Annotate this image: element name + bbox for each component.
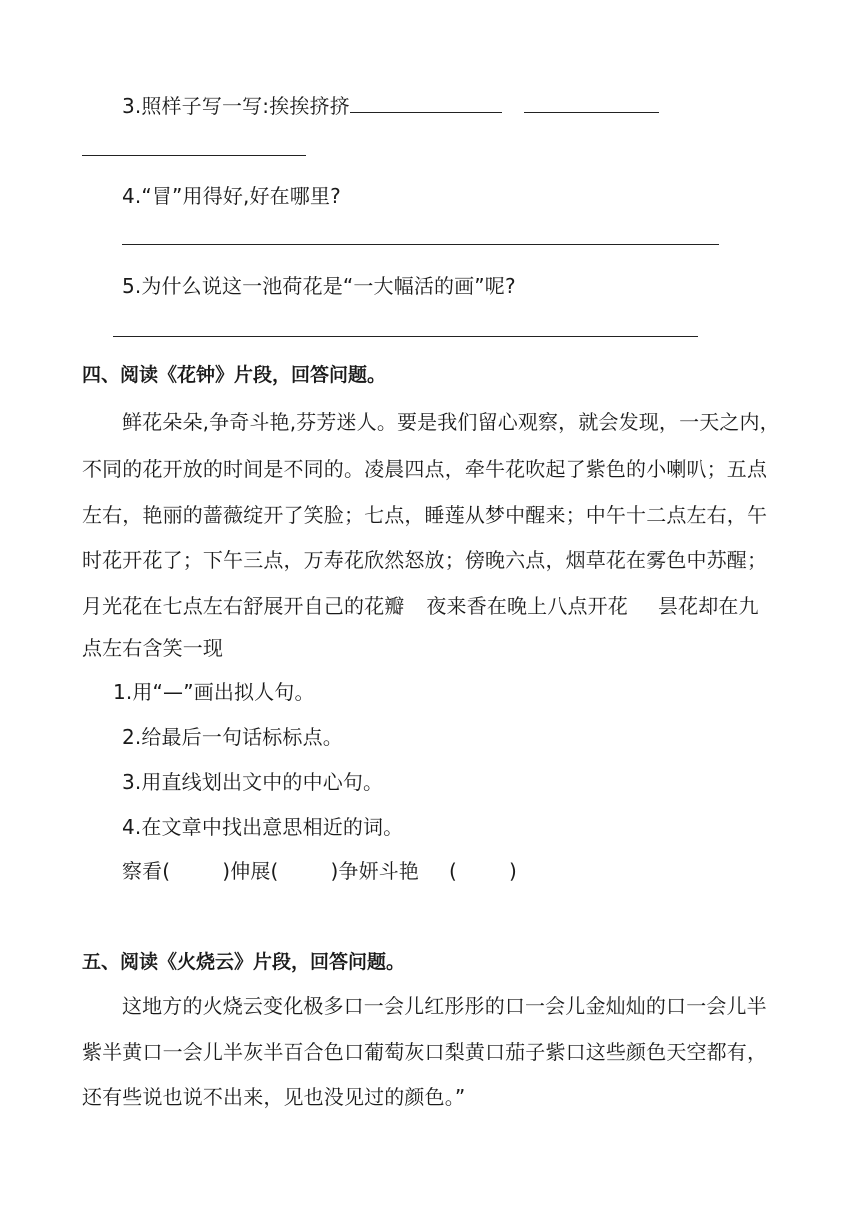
word-pair-1: 察看( — [122, 859, 171, 883]
question-4-text: 4.“冒”用得好,好在哪里? — [122, 184, 341, 208]
question-item: 3.用直线划出文中的中心句。 — [122, 770, 384, 794]
passage-fragment: 昙花却在九 — [657, 594, 759, 618]
passage-line: 左右，艳丽的蔷薇绽开了笑脸；七点，睡莲从梦中醒来；中午十二点左右，午 — [82, 503, 768, 527]
word-pairs-line — [122, 861, 517, 881]
question-3-line — [122, 96, 659, 116]
answer-line[interactable] — [122, 244, 719, 245]
close-paren: ) — [509, 859, 517, 883]
question-item: 2.给最后一句话标标点。 — [122, 725, 343, 749]
question-3-text: 3.照样子写一写:挨挨挤挤 — [122, 94, 350, 118]
passage-line — [82, 596, 759, 616]
section-4-heading: 四、阅读《花钟》片段，回答问题。 — [82, 364, 387, 386]
passage-fragment: 月光花在七点左右舒展开自己的花瓣 — [82, 594, 405, 618]
question-5-text: 5.为什么说这一池荷花是“一大幅活的画”呢? — [122, 274, 516, 298]
answer-blank[interactable] — [524, 110, 659, 113]
passage-line: 还有些说也说不出来，见也没见过的颜色。” — [82, 1085, 466, 1109]
question-item: 1.用“—”画出拟人句。 — [113, 680, 315, 704]
word-pair-3: )争妍斗艳 — [330, 859, 420, 883]
word-pair-2: )伸展( — [222, 859, 279, 883]
question-item: 4.在文章中找出意思相近的词。 — [122, 815, 404, 839]
open-paren: ( — [449, 859, 457, 883]
section-5-heading: 五、阅读《火烧云》片段，回答问题。 — [82, 951, 406, 973]
answer-blank[interactable] — [350, 110, 502, 113]
answer-line[interactable] — [82, 155, 306, 156]
passage-line: 紫半黄口一会儿半灰半百合色口葡萄灰口梨黄口茄子紫口这些颜色天空都有， — [82, 1040, 768, 1064]
answer-line[interactable] — [113, 336, 698, 337]
passage-line: 这地方的火烧云变化极多口一会儿红彤彤的口一会儿金灿灿的口一会儿半 — [122, 994, 767, 1018]
passage-line: 鲜花朵朵,争奇斗艳,芬芳迷人。要是我们留心观察，就会发现，一天之内， — [122, 410, 780, 434]
passage-line: 点左右含笑一现 — [82, 636, 224, 660]
passage-line: 不同的花开放的时间是不同的。凌晨四点，牵牛花吹起了紫色的小喇叭；五点 — [82, 457, 768, 481]
passage-fragment: 夜来香在晚上八点开花 — [426, 594, 628, 618]
passage-line: 时花开花了；下午三点，万寿花欣然怒放；傍晚六点，烟草花在雾色中苏醒； — [82, 548, 768, 572]
